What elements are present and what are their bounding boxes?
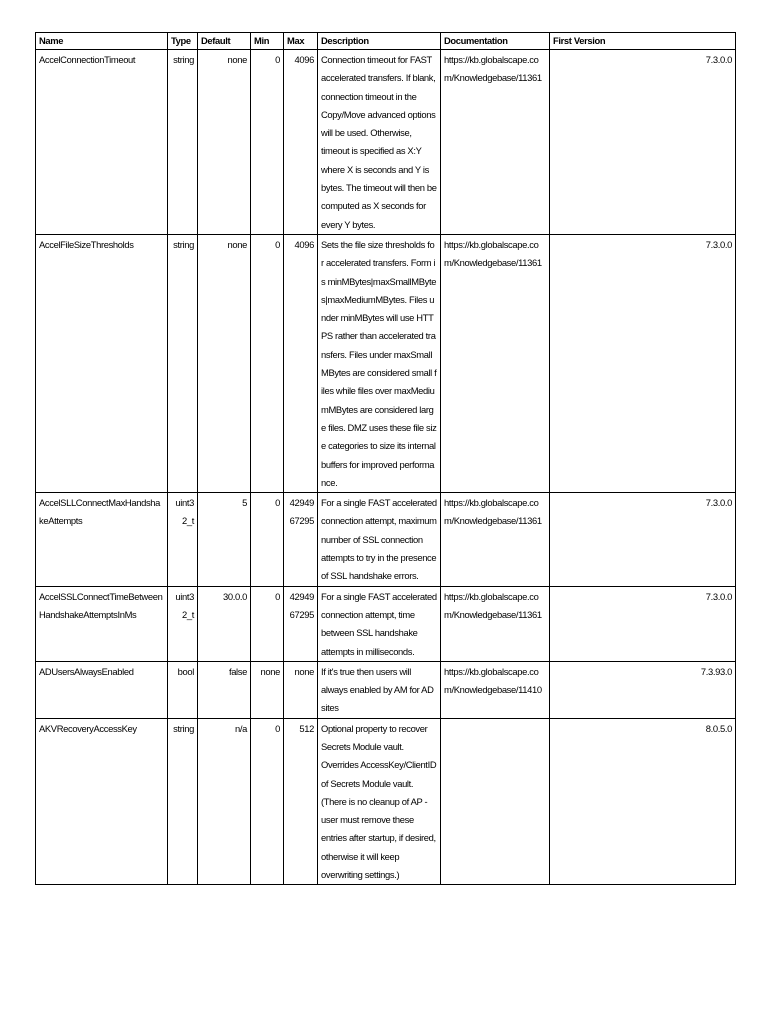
documentation-link[interactable]: https://kb.globalscape.com/Knowledgebase/11361 [441,493,550,586]
setting-min: 0 [251,50,284,235]
setting-first-version: 7.3.0.0 [550,493,736,586]
setting-default: false [198,661,251,718]
documentation-link[interactable]: https://kb.globalscape.com/Knowledgebase/11361 [441,50,550,235]
setting-max: 4096 [284,50,318,235]
setting-first-version: 7.3.93.0 [550,661,736,718]
setting-name: AKVRecoveryAccessKey [36,718,168,885]
documentation-link [441,718,550,885]
documentation-link[interactable]: https://kb.globalscape.com/Knowledgebase/11361 [441,234,550,492]
setting-first-version: 7.3.0.0 [550,234,736,492]
setting-type: uint32_t [168,586,198,661]
setting-type: bool [168,661,198,718]
header-default: Default [198,33,251,50]
setting-default: n/a [198,718,251,885]
setting-type: string [168,718,198,885]
setting-max: none [284,661,318,718]
setting-first-version: 7.3.0.0 [550,50,736,235]
header-name: Name [36,33,168,50]
setting-default: 30.0.0 [198,586,251,661]
setting-first-version: 7.3.0.0 [550,586,736,661]
setting-name: AccelSLLConnectMaxHandshakeAttempts [36,493,168,586]
documentation-link[interactable]: https://kb.globalscape.com/Knowledgebase/11361 [441,586,550,661]
setting-name: AccelConnectionTimeout [36,50,168,235]
setting-default: 5 [198,493,251,586]
header-min: Min [251,33,284,50]
header-first-version: First Version [550,33,736,50]
table-row [36,50,736,235]
setting-default: none [198,50,251,235]
setting-min: none [251,661,284,718]
header-description: Description [318,33,441,50]
table-row [36,586,736,661]
documentation-link[interactable]: https://kb.globalscape.com/Knowledgebase/11410 [441,661,550,718]
setting-min: 0 [251,586,284,661]
setting-min: 0 [251,718,284,885]
table-row [36,234,736,492]
setting-description: For a single FAST accelerated connection attempt, time between SSL handshake attempts in milliseconds. [318,586,441,661]
header-type: Type [168,33,198,50]
setting-description: For a single FAST accelerated connection attempt, maximum number of SSL connection attempts to try in the presence of SSL handshake errors. [318,493,441,586]
setting-description: Sets the file size thresholds for accelerated transfers. Form is minMBytes|maxSmallMBytes|maxMediumMBytes. Files under minMBytes will use HTTPS rather than accelerated transfers. Files under maxSmallMBytes are considered small files while files over maxMediumMBytes are considered large files. DMZ uses these file size categories to size its internal buffers for improved performance. [318,234,441,492]
setting-description: Optional property to recover Secrets Module vault. Overrides AccessKey/ClientID of Secrets Module vault. (There is no cleanup of AP - user must remove these entries after startup, if desired, otherwise it will keep overwriting settings.) [318,718,441,885]
setting-default: none [198,234,251,492]
setting-name: ADUsersAlwaysEnabled [36,661,168,718]
setting-min: 0 [251,493,284,586]
setting-max: 4294967295 [284,586,318,661]
setting-max: 4294967295 [284,493,318,586]
header-documentation: Documentation [441,33,550,50]
table-row [36,661,736,718]
header-max: Max [284,33,318,50]
table-row [36,718,736,885]
setting-max: 4096 [284,234,318,492]
setting-type: uint32_t [168,493,198,586]
setting-name: AccelSSLConnectTimeBetweenHandshakeAttemptsInMs [36,586,168,661]
setting-type: string [168,50,198,235]
setting-min: 0 [251,234,284,492]
setting-first-version: 8.0.5.0 [550,718,736,885]
setting-type: string [168,234,198,492]
advanced-settings-table [35,32,736,885]
table-row [36,493,736,586]
setting-name: AccelFileSizeThresholds [36,234,168,492]
setting-description: Connection timeout for FAST accelerated transfers. If blank, connection timeout in the Copy/Move advanced options will be used. Otherwise, timeout is specified as X:Y where X is seconds and Y is bytes. The timeout will then be computed as X seconds for every Y bytes. [318,50,441,235]
setting-max: 512 [284,718,318,885]
setting-description: If it's true then users will always enabled by AM for AD sites [318,661,441,718]
header-row [36,33,736,50]
